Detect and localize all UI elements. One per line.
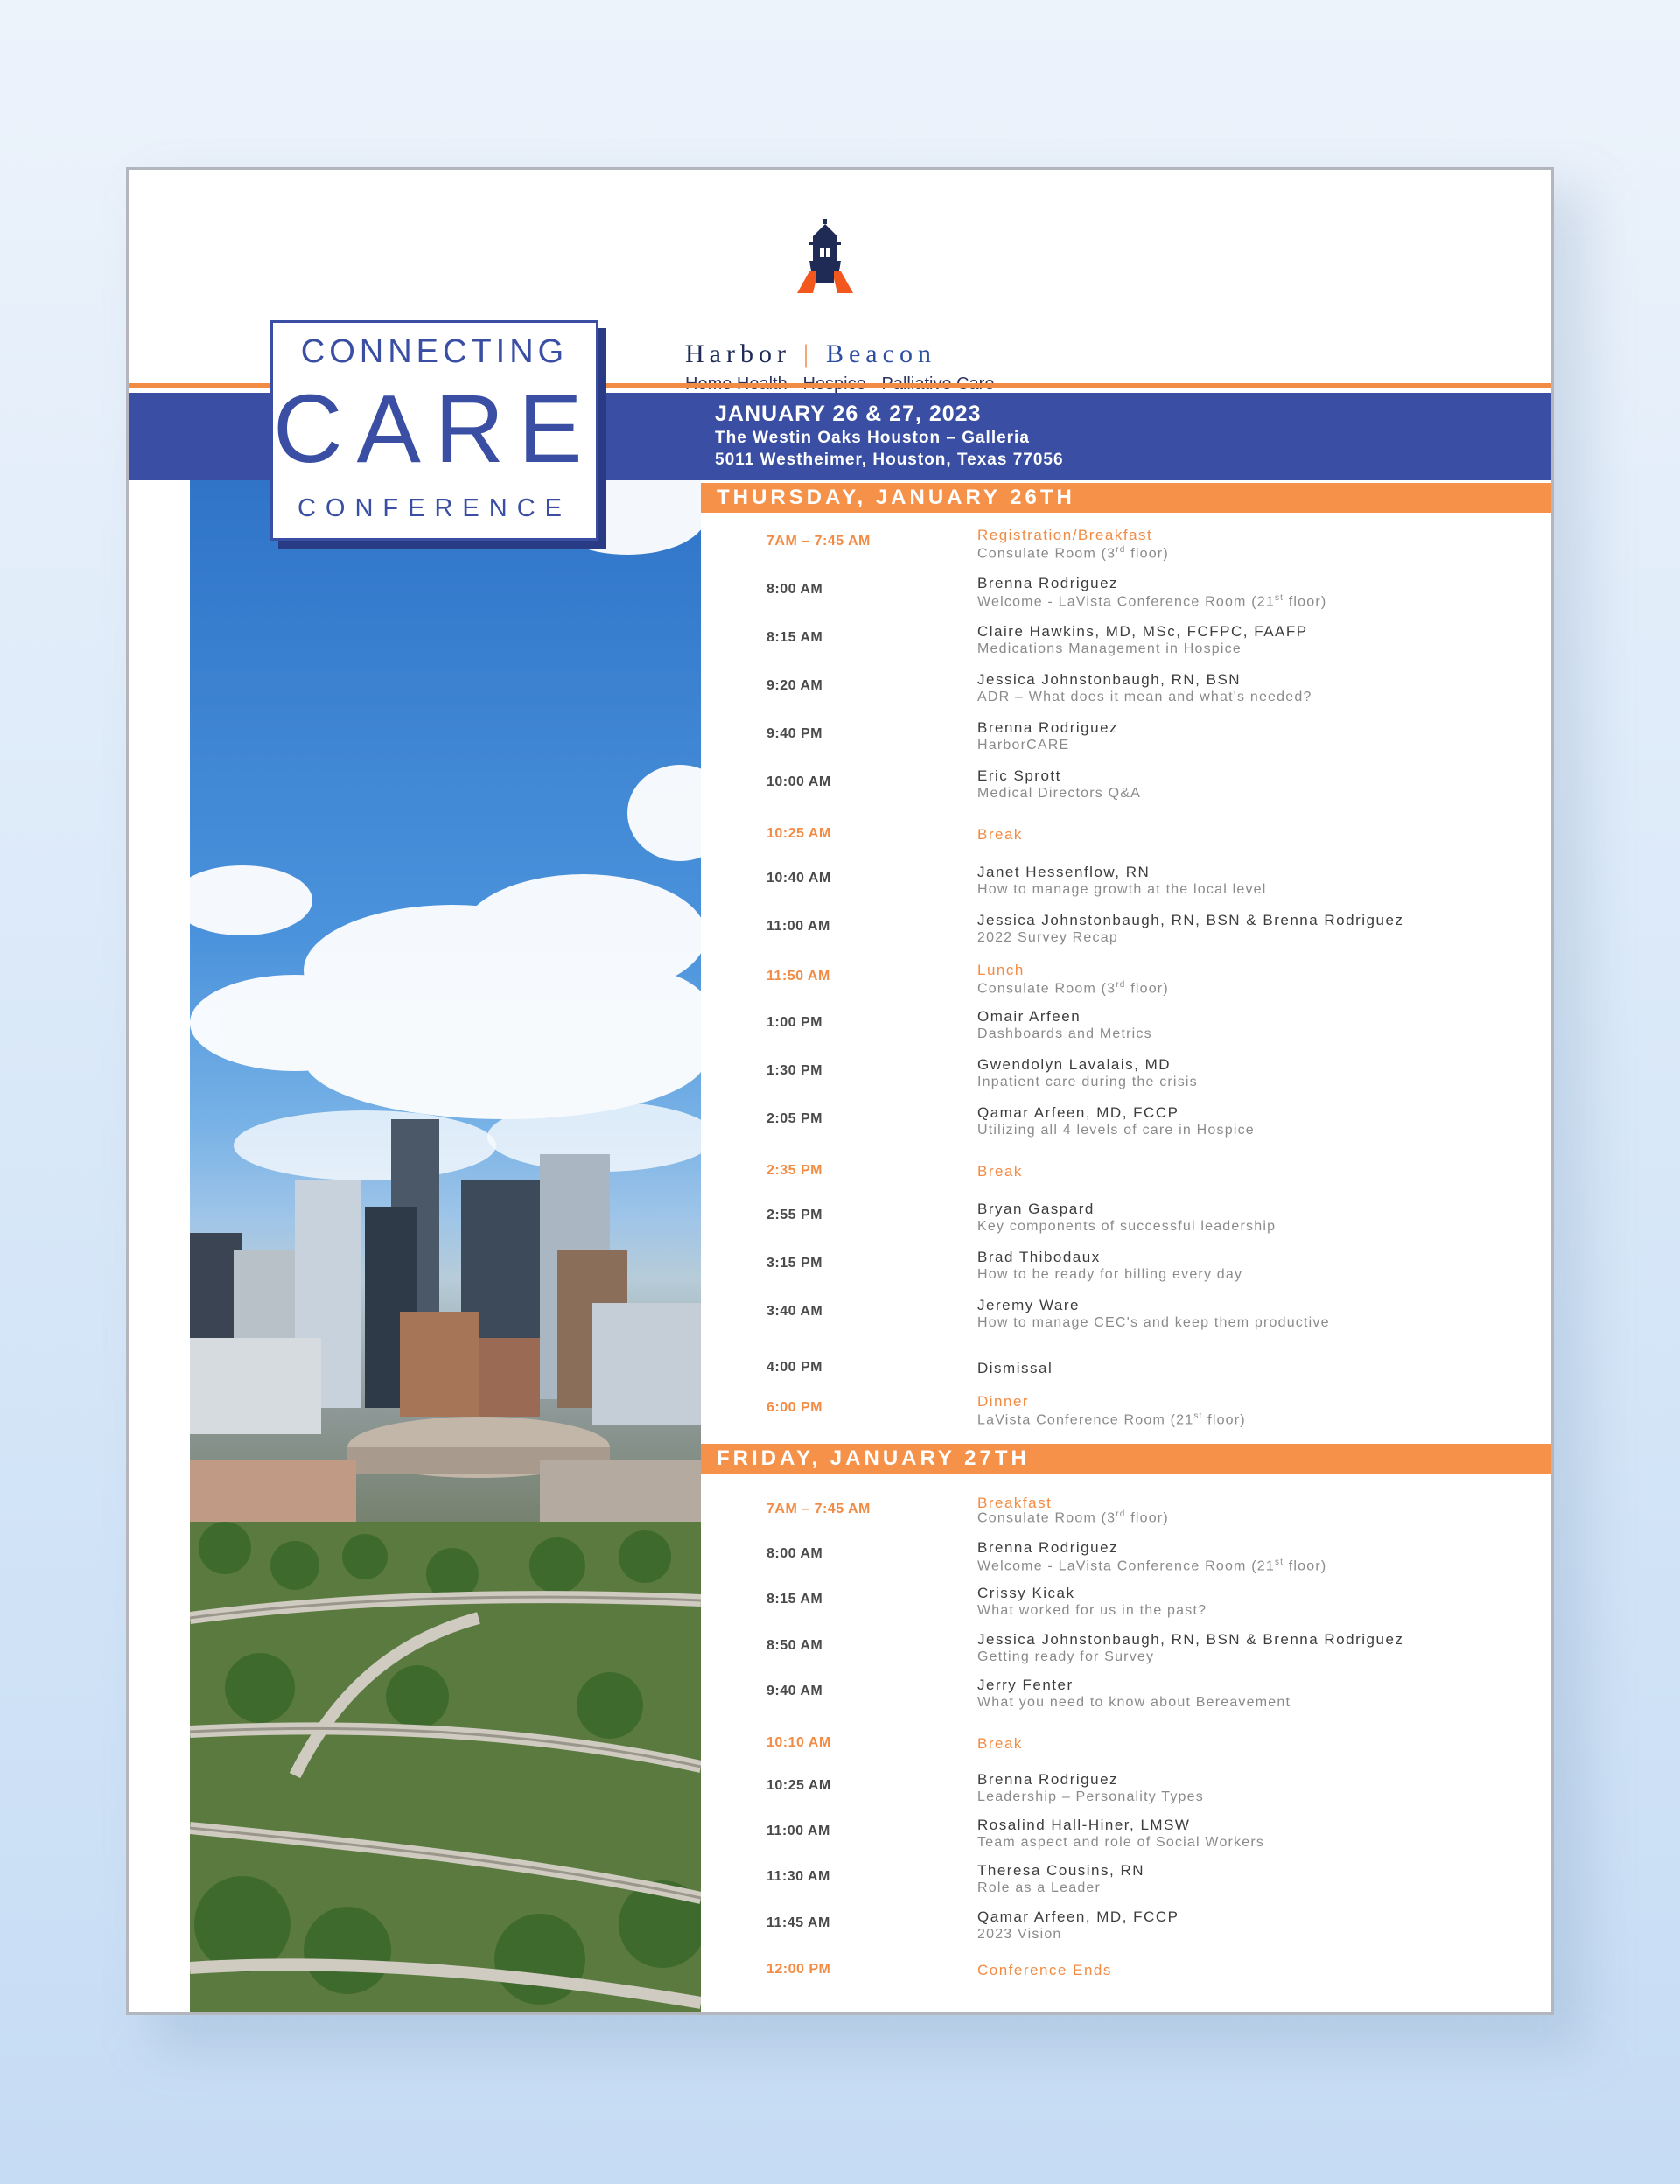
session-detail: Inpatient care during the crisis	[977, 1074, 1198, 1089]
session-detail: ADR – What does it mean and what's needed?	[977, 690, 1312, 704]
session-title: Breakfast	[977, 1494, 1053, 1511]
schedule-row	[701, 1008, 1554, 1050]
schedule-row	[701, 1908, 1554, 1950]
lighthouse-icon	[685, 210, 1158, 332]
session-detail: Welcome - LaVista Conference Room (21st floor)	[977, 1558, 1327, 1574]
session-title: Jeremy Ware	[977, 1297, 1080, 1313]
session-detail: How to manage CEC's and keep them productive	[977, 1315, 1330, 1330]
schedule-row	[701, 1585, 1554, 1627]
session-time: 12:00 PM	[766, 1962, 831, 1977]
session-detail: 2023 Vision	[977, 1927, 1062, 1942]
session-time: 10:40 AM	[766, 871, 831, 886]
session-title: Brenna Rodriguez	[977, 575, 1119, 592]
schedule-row	[701, 1297, 1554, 1339]
session-title: Conference Ends	[977, 1962, 1112, 1978]
session-time: 1:30 PM	[766, 1063, 822, 1078]
schedule-row	[701, 1676, 1554, 1718]
session-title: Theresa Cousins, RN	[977, 1862, 1145, 1879]
session-title: Break	[977, 1163, 1023, 1180]
session-time: 1:00 PM	[766, 1015, 822, 1030]
session-detail: Consulate Room (3rd floor)	[977, 1509, 1169, 1526]
session-title: Jessica Johnstonbaugh, RN, BSN & Brenna Rodriguez	[977, 912, 1404, 928]
schedule-row	[701, 1955, 1554, 1997]
schedule-row	[701, 1056, 1554, 1098]
brand-name-beacon: Beacon	[825, 340, 936, 368]
session-detail: What you need to know about Bereavement	[977, 1695, 1292, 1710]
schedule-row	[701, 575, 1554, 617]
session-time: 10:25 AM	[766, 1778, 831, 1793]
conference-agenda-page	[126, 167, 1554, 2015]
session-detail: Medical Directors Q&A	[977, 786, 1142, 801]
schedule-row	[701, 1200, 1554, 1242]
session-title: Gwendolyn Lavalais, MD	[977, 1056, 1172, 1073]
schedule-row	[701, 671, 1554, 713]
schedule-row	[701, 1771, 1554, 1813]
schedule-row	[701, 527, 1554, 569]
session-title: Brenna Rodriguez	[977, 1771, 1119, 1788]
harbor-beacon-logo	[685, 210, 1158, 368]
session-title: Break	[977, 826, 1023, 843]
schedule-row	[701, 1353, 1554, 1395]
session-title: Brenna Rodriguez	[977, 719, 1119, 736]
schedule-row	[701, 1728, 1554, 1770]
session-time: 8:00 AM	[766, 1546, 823, 1561]
session-title: Dinner	[977, 1393, 1030, 1410]
session-title: Jerry Fenter	[977, 1676, 1074, 1693]
session-time: 11:00 AM	[766, 1824, 830, 1838]
session-title: Lunch	[977, 962, 1025, 978]
event-address: 5011 Westheimer, Houston, Texas 77056	[715, 451, 1064, 469]
session-time: 9:40 PM	[766, 726, 822, 741]
brand-divider: |	[802, 340, 814, 368]
session-detail: Dashboards and Metrics	[977, 1026, 1152, 1041]
session-time: 8:00 AM	[766, 582, 823, 597]
schedule-row	[701, 1494, 1554, 1536]
session-time: 3:40 AM	[766, 1304, 823, 1319]
session-title: Brad Thibodaux	[977, 1249, 1101, 1265]
session-title: Janet Hessenflow, RN	[977, 864, 1151, 880]
session-title: Rosalind Hall-Hiner, LMSW	[977, 1816, 1191, 1833]
session-title: Break	[977, 1735, 1023, 1752]
event-date: JANUARY 26 & 27, 2023	[715, 402, 982, 426]
session-detail: How to manage growth at the local level	[977, 882, 1267, 897]
schedule-row	[701, 912, 1554, 954]
schedule-row	[701, 1631, 1554, 1673]
brand-name-harbor: Harbor	[685, 340, 791, 368]
schedule-row	[701, 864, 1554, 906]
session-detail: Key components of successful leadership	[977, 1219, 1277, 1234]
session-time: 7AM – 7:45 AM	[766, 1502, 871, 1516]
session-time: 10:00 AM	[766, 774, 831, 789]
session-detail: Leadership – Personality Types	[977, 1789, 1204, 1804]
session-detail: Utilizing all 4 levels of care in Hospice	[977, 1123, 1255, 1138]
session-time: 11:45 AM	[766, 1915, 830, 1930]
houston-skyline-photo	[190, 480, 701, 2015]
schedule-row	[701, 767, 1554, 809]
session-title: Crissy Kicak	[977, 1585, 1075, 1601]
session-detail: What worked for us in the past?	[977, 1603, 1208, 1618]
session-time: 10:25 AM	[766, 826, 831, 841]
session-time: 6:00 PM	[766, 1400, 822, 1415]
session-time: 8:15 AM	[766, 1592, 823, 1606]
day-heading-thursday: THURSDAY, JANUARY 26TH	[701, 483, 1554, 513]
conference-title-line1: CONNECTING	[300, 333, 569, 370]
session-title: Jessica Johnstonbaugh, RN, BSN	[977, 671, 1242, 688]
session-detail: Consulate Room (3rd floor)	[977, 545, 1169, 562]
session-time: 11:00 AM	[766, 919, 830, 934]
session-detail: LaVista Conference Room (21st floor)	[977, 1411, 1246, 1428]
schedule-row	[701, 819, 1554, 861]
schedule-row	[701, 1104, 1554, 1146]
session-detail: Consulate Room (3rd floor)	[977, 980, 1169, 997]
session-detail: Welcome - LaVista Conference Room (21st floor)	[977, 593, 1327, 610]
session-detail: Role as a Leader	[977, 1880, 1102, 1895]
session-detail: Medications Management in Hospice	[977, 641, 1242, 656]
session-title: Dismissal	[977, 1360, 1054, 1376]
schedule-row	[701, 1156, 1554, 1198]
session-detail: HarborCARE	[977, 738, 1070, 752]
session-time: 2:55 PM	[766, 1208, 822, 1222]
session-time: 2:05 PM	[766, 1111, 822, 1126]
event-info	[715, 401, 1064, 471]
conference-title-line2: CARE	[273, 375, 597, 483]
schedule-row	[701, 1393, 1554, 1435]
session-title: Registration/Breakfast	[977, 527, 1153, 543]
event-venue: The Westin Oaks Houston – Galleria	[715, 429, 1030, 447]
session-time: 9:20 AM	[766, 678, 823, 693]
session-time: 11:30 AM	[766, 1869, 830, 1884]
session-title: Claire Hawkins, MD, MSc, FCFPC, FAAFP	[977, 623, 1308, 640]
session-detail: 2022 Survey Recap	[977, 930, 1118, 945]
session-title: Jessica Johnstonbaugh, RN, BSN & Brenna Rodriguez	[977, 1631, 1404, 1648]
session-detail: Getting ready for Survey	[977, 1649, 1155, 1664]
connecting-care-logo-box	[270, 320, 598, 541]
schedule-row	[701, 1539, 1554, 1581]
conference-title-line3: CONFERENCE	[297, 494, 571, 522]
schedule-row	[701, 1862, 1554, 1904]
session-time: 10:10 AM	[766, 1735, 831, 1750]
session-time: 9:40 AM	[766, 1684, 823, 1698]
session-title: Qamar Arfeen, MD, FCCP	[977, 1104, 1180, 1121]
session-title: Brenna Rodriguez	[977, 1539, 1119, 1556]
day-heading-friday: FRIDAY, JANUARY 27TH	[701, 1444, 1554, 1474]
session-title: Omair Arfeen	[977, 1008, 1082, 1025]
schedule-row	[701, 623, 1554, 665]
session-time: 8:15 AM	[766, 630, 823, 645]
schedule-row	[701, 962, 1554, 1004]
session-title: Eric Sprott	[977, 767, 1061, 784]
schedule-row	[701, 719, 1554, 761]
session-time: 7AM – 7:45 AM	[766, 534, 871, 549]
session-time: 2:35 PM	[766, 1163, 822, 1178]
session-time: 3:15 PM	[766, 1256, 822, 1270]
session-detail: Team aspect and role of Social Workers	[977, 1835, 1265, 1850]
session-time: 4:00 PM	[766, 1360, 822, 1375]
session-time: 11:50 AM	[766, 969, 830, 984]
session-detail: How to be ready for billing every day	[977, 1267, 1243, 1282]
schedule-row	[701, 1249, 1554, 1291]
brand-name	[685, 340, 1035, 369]
session-title: Qamar Arfeen, MD, FCCP	[977, 1908, 1180, 1925]
schedule-row	[701, 1816, 1554, 1858]
session-title: Bryan Gaspard	[977, 1200, 1095, 1217]
session-time: 8:50 AM	[766, 1638, 823, 1653]
